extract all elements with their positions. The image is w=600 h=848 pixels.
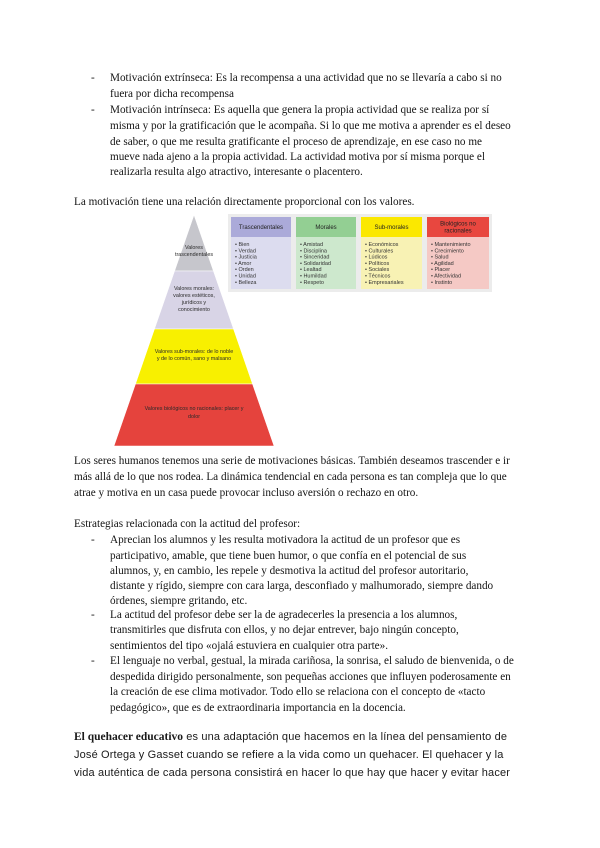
strategy-line: despedida dirigido personalmente, son pequeñas acciones que influyen poderosamente en <box>110 671 511 683</box>
values-column-sub-morales <box>361 217 422 289</box>
pyramid-label: Valores biológicos no racionales: placer y <box>144 406 244 412</box>
section-heading: Estrategias relacionada con la actitud del profesor: <box>74 518 301 530</box>
value-item: • Amistad <box>300 242 324 248</box>
value-item: • Instinto <box>431 279 453 286</box>
column-header: Sub-morales <box>374 225 409 231</box>
intrinsic-motivation-line: de saber, o que me resulta gratificante el proceso de aprendizaje, en ese caso no me <box>110 136 482 148</box>
extrinsic-motivation-line: fuera por dicha recompensa <box>110 88 234 100</box>
value-item: • Crecimiento <box>431 248 464 255</box>
values-column-morales <box>296 217 356 289</box>
intrinsic-motivation-line: mueve nada ajeno a la propia actividad. La actividad motiva por sí misma porque el <box>110 151 485 163</box>
strategy-line: órdenes, siempre gritando, etc. <box>110 595 248 607</box>
value-item: • Sinceridad <box>300 254 330 261</box>
pyramid-label: conocimiento <box>178 307 210 313</box>
strategy-line: El lenguaje no verbal, gestual, la mirada cariñosa, la sonrisa, el saludo de bienvenida, o de <box>110 655 514 667</box>
strategy-line: alumnos, y, en cambio, les repele y desmotiva la actitud del profesor autoritario, <box>110 565 469 577</box>
list-dash: - <box>91 104 95 116</box>
value-item: • Bien <box>235 242 250 248</box>
values-table <box>228 214 492 292</box>
column-header: Trascendentales <box>238 225 284 231</box>
pyramid-label: Valores morales: <box>173 286 215 292</box>
strategy-line: participativo, amable, que tiene buen humor, o que confía en el potencial de sus <box>110 550 467 562</box>
strategy-line: Aprecian los alumnos y les resulta motivadora la actitud de un profesor que es <box>110 534 461 546</box>
value-item: • Disciplina <box>300 248 327 255</box>
list-dash: - <box>91 72 95 84</box>
column-header: Morales <box>315 225 337 231</box>
values-intro-paragraph: La motivación tiene una relación directamente proporcional con los valores. <box>74 196 415 208</box>
pyramid-label: jurídicos y <box>181 300 207 306</box>
value-item: • Agilidad <box>431 260 454 267</box>
strategy-line: pedagógico», que es de extraordinaria importancia en la docencia. <box>110 702 406 714</box>
paragraph-line-text: es una adaptación que hacemos en la línea del pensamiento de <box>186 731 508 743</box>
value-item: • Amor <box>235 260 252 267</box>
strategy-line: transmitirles que disfruta con ellos, y no dejar entrever, bajo ningún concepto, <box>110 624 459 636</box>
pyramid-label: Valores sub-morales: de lo noble <box>154 349 234 355</box>
value-item: • Culturales <box>365 248 394 255</box>
value-item: • Unidad <box>235 273 256 280</box>
value-item: • Verdad <box>235 248 256 255</box>
pyramid-label: trascendentales <box>174 252 214 258</box>
values-column-trascendentales <box>231 217 291 289</box>
value-item: • Sociales <box>365 267 390 274</box>
intrinsic-motivation-line: Motivación intrínseca: Es aquella que genera la propia actividad que se realiza por sí <box>110 104 490 116</box>
value-item: • Técnicos <box>365 273 391 280</box>
paragraph-line: José Ortega y Gasset cuando se refiere a la vida como un quehacer. El quehacer y la <box>74 749 504 761</box>
value-item: • Económicos <box>365 242 399 248</box>
values-pyramid-figure <box>112 210 496 450</box>
value-item: • Lealtad <box>300 267 322 274</box>
paragraph-line: vida auténtica de cada persona consistirá en hacer lo que hay que hacer y evitar hacer <box>74 767 511 779</box>
strategy-line: la creación de ese clima motivador. Todo ello se relaciona con el concepto de «tacto <box>110 686 486 698</box>
paragraph-line <box>74 729 507 745</box>
values-column-biologicos <box>427 217 489 289</box>
value-item: • Mantenimiento <box>431 242 471 248</box>
pyramid-label: dolor <box>188 414 200 420</box>
paragraph-line: atrae y motiva en un casa puede provocar incluso aversión o rechazo en otro. <box>74 487 419 499</box>
strategy-line: distante y rígido, siempre con cara larga, desconfiado y malhumorado, siempre dando <box>110 580 494 592</box>
value-item: • Respeto <box>300 279 324 286</box>
pyramid-label: valores estéticos, <box>173 293 215 299</box>
intrinsic-motivation-line: misma y por la gratificación que le acompaña. Si lo que me motiva a aprender es el deseo <box>110 120 511 132</box>
value-item: • Orden <box>235 267 254 274</box>
extrinsic-motivation-line: Motivación extrínseca: Es la recompensa a una actividad que no se llevaría a cabo si no <box>110 72 502 84</box>
strategy-line: sentimientos del tipo «ojalá estuviera en cualquier otra parte». <box>110 640 389 652</box>
value-item: • Afectividad <box>431 273 462 280</box>
value-item: • Salud <box>431 254 449 261</box>
list-dash: - <box>91 655 95 667</box>
pyramid-label: Valores <box>185 245 203 251</box>
value-item: • Solidaridad <box>300 260 331 267</box>
list-dash: - <box>91 609 95 621</box>
pyramid-label: y de lo común, sano y malsano <box>156 356 232 362</box>
paragraph-line: Los seres humanos tenemos una serie de motivaciones básicas. También deseamos trascender e ir <box>74 455 510 467</box>
value-item: • Justicia <box>235 254 257 261</box>
column-header: Biológicos no <box>440 221 476 228</box>
value-item: • Lúdicos <box>365 254 388 261</box>
pyramid-level-trascendentales <box>175 215 214 271</box>
intrinsic-motivation-line: realizarla resulta algo atractivo, interesante o placentero. <box>110 166 363 178</box>
value-item: • Humildad <box>300 273 327 280</box>
value-item: • Placer <box>431 267 451 274</box>
value-item: • Belleza <box>235 279 257 286</box>
strategy-line: La actitud del profesor debe ser la de agradecerles la presencia a los alumnos, <box>110 609 458 621</box>
list-dash: - <box>91 534 95 546</box>
column-header: racionales <box>444 228 472 235</box>
value-item: • Políticos <box>365 260 390 267</box>
bold-term: El quehacer educativo <box>74 731 184 743</box>
value-item: • Empresariales <box>365 279 404 286</box>
paragraph-line: más allá de lo que nos rodea. La dinámica tendencial en cada persona es tan compleja que lo que <box>74 471 507 483</box>
